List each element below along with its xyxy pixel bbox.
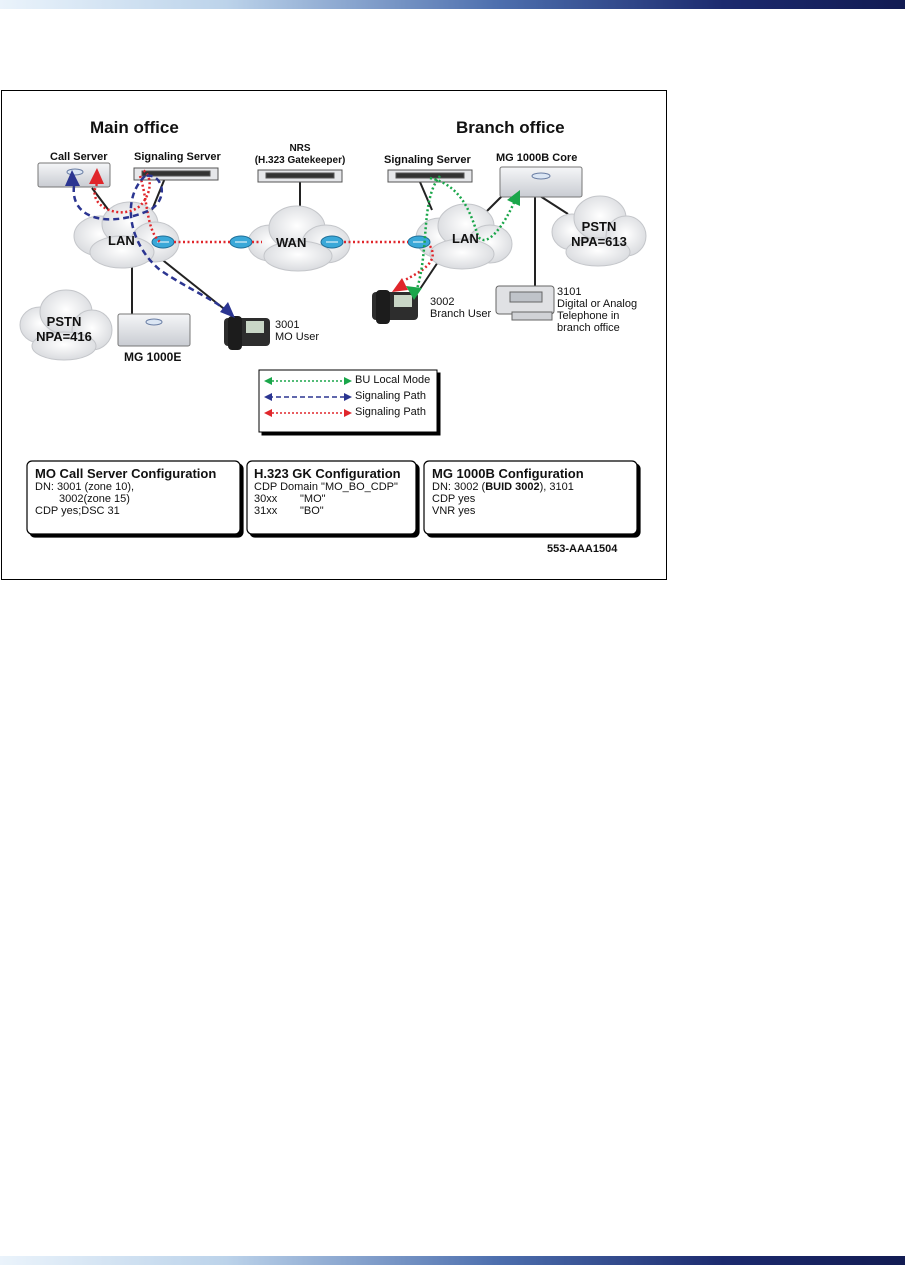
mo-pstn-npa: NPA=416 xyxy=(36,329,92,344)
analog-dn: 3101 xyxy=(557,286,582,298)
mo-user-label: MO User xyxy=(275,331,319,343)
gk-31xx-value: "BO" xyxy=(300,505,324,517)
mg1000e-box xyxy=(118,314,190,346)
mo-pstn-label xyxy=(34,314,94,344)
legend-item-bu-local-mode: BU Local Mode xyxy=(355,374,431,386)
call-server-label: Call Server xyxy=(50,151,108,163)
gk-config-line-1: CDP Domain "MO_BO_CDP" xyxy=(254,481,398,493)
h323-gk-config-title: H.323 GK Configuration xyxy=(254,466,401,481)
analog-phone-shape xyxy=(496,286,554,320)
nrs-sub-label: (H.323 Gatekeeper) xyxy=(254,155,346,166)
gk-config-line-3 xyxy=(254,505,401,517)
gk-31xx-code: 31xx xyxy=(254,505,278,517)
mg1000e-label: MG 1000E xyxy=(124,350,182,364)
mo-lan-label: LAN xyxy=(108,233,135,248)
mo-pstn-name: PSTN xyxy=(46,314,82,329)
mo-config-line-3: CDP yes;DSC 31 xyxy=(35,505,120,517)
h323-gk-config xyxy=(254,466,401,517)
mo-config-line-1: DN: 3001 (zone 10), xyxy=(35,481,135,493)
gk-30xx-value: "MO" xyxy=(300,493,326,505)
analog-line-1: Digital or Analog xyxy=(557,298,638,310)
mg1000b-buid: BUID 3002 xyxy=(485,481,540,493)
mo-user-dn: 3001 xyxy=(275,319,300,331)
mg1000b-dn-suffix: ), 3101 xyxy=(539,481,574,493)
mg1000b-config-title: MG 1000B Configuration xyxy=(432,466,584,481)
analog-line-2: Telephone in xyxy=(557,310,620,322)
mo-signaling-server-label: Signaling Server xyxy=(134,151,221,163)
mo-call-server-config-title: MO Call Server Configuration xyxy=(35,466,217,481)
analog-phone-caption xyxy=(557,286,637,334)
gk-30xx-code: 30xx xyxy=(254,493,278,505)
mo-config-line-2: 3002(zone 15) xyxy=(59,493,130,505)
nrs-label: NRS xyxy=(289,143,311,154)
mo-user-caption xyxy=(275,319,319,343)
branch-office-title: Branch office xyxy=(456,118,565,137)
mo-phone-shape xyxy=(224,316,270,350)
bo-lan-label: LAN xyxy=(452,231,479,246)
branch-phone-shape xyxy=(372,290,418,324)
figure-id: 553-AAA1504 xyxy=(547,543,618,555)
analog-line-3: branch office xyxy=(557,322,620,334)
main-office-title: Main office xyxy=(90,118,179,137)
mg1000b-config-line-2: CDP yes xyxy=(432,493,476,505)
mg1000b-core-box xyxy=(500,167,582,197)
gk-config-line-2 xyxy=(254,493,401,505)
bo-signaling-server-label: Signaling Server xyxy=(384,154,471,166)
mg1000b-config-line-1 xyxy=(432,481,584,493)
bo-pstn-label xyxy=(568,219,630,249)
mg1000b-config-line-3: VNR yes xyxy=(432,505,476,517)
legend-item-red-signaling: Signaling Path xyxy=(355,406,426,418)
branch-user-dn: 3002 xyxy=(430,296,455,308)
branch-user-caption xyxy=(430,296,491,320)
bo-pstn-name: PSTN xyxy=(581,219,617,234)
branch-user-label: Branch User xyxy=(430,308,492,320)
legend-item-blue-signaling: Signaling Path xyxy=(355,390,426,402)
mg1000b-config xyxy=(432,466,584,517)
bo-signaling-server-box xyxy=(388,170,472,182)
wan-label: WAN xyxy=(276,235,307,250)
mg1000b-dn-prefix: DN: 3002 ( xyxy=(432,481,486,493)
bo-pstn-npa: NPA=613 xyxy=(571,234,627,249)
mo-call-server-config xyxy=(35,466,216,517)
nrs-box xyxy=(258,170,342,182)
mg1000b-core-label: MG 1000B Core xyxy=(496,152,578,164)
